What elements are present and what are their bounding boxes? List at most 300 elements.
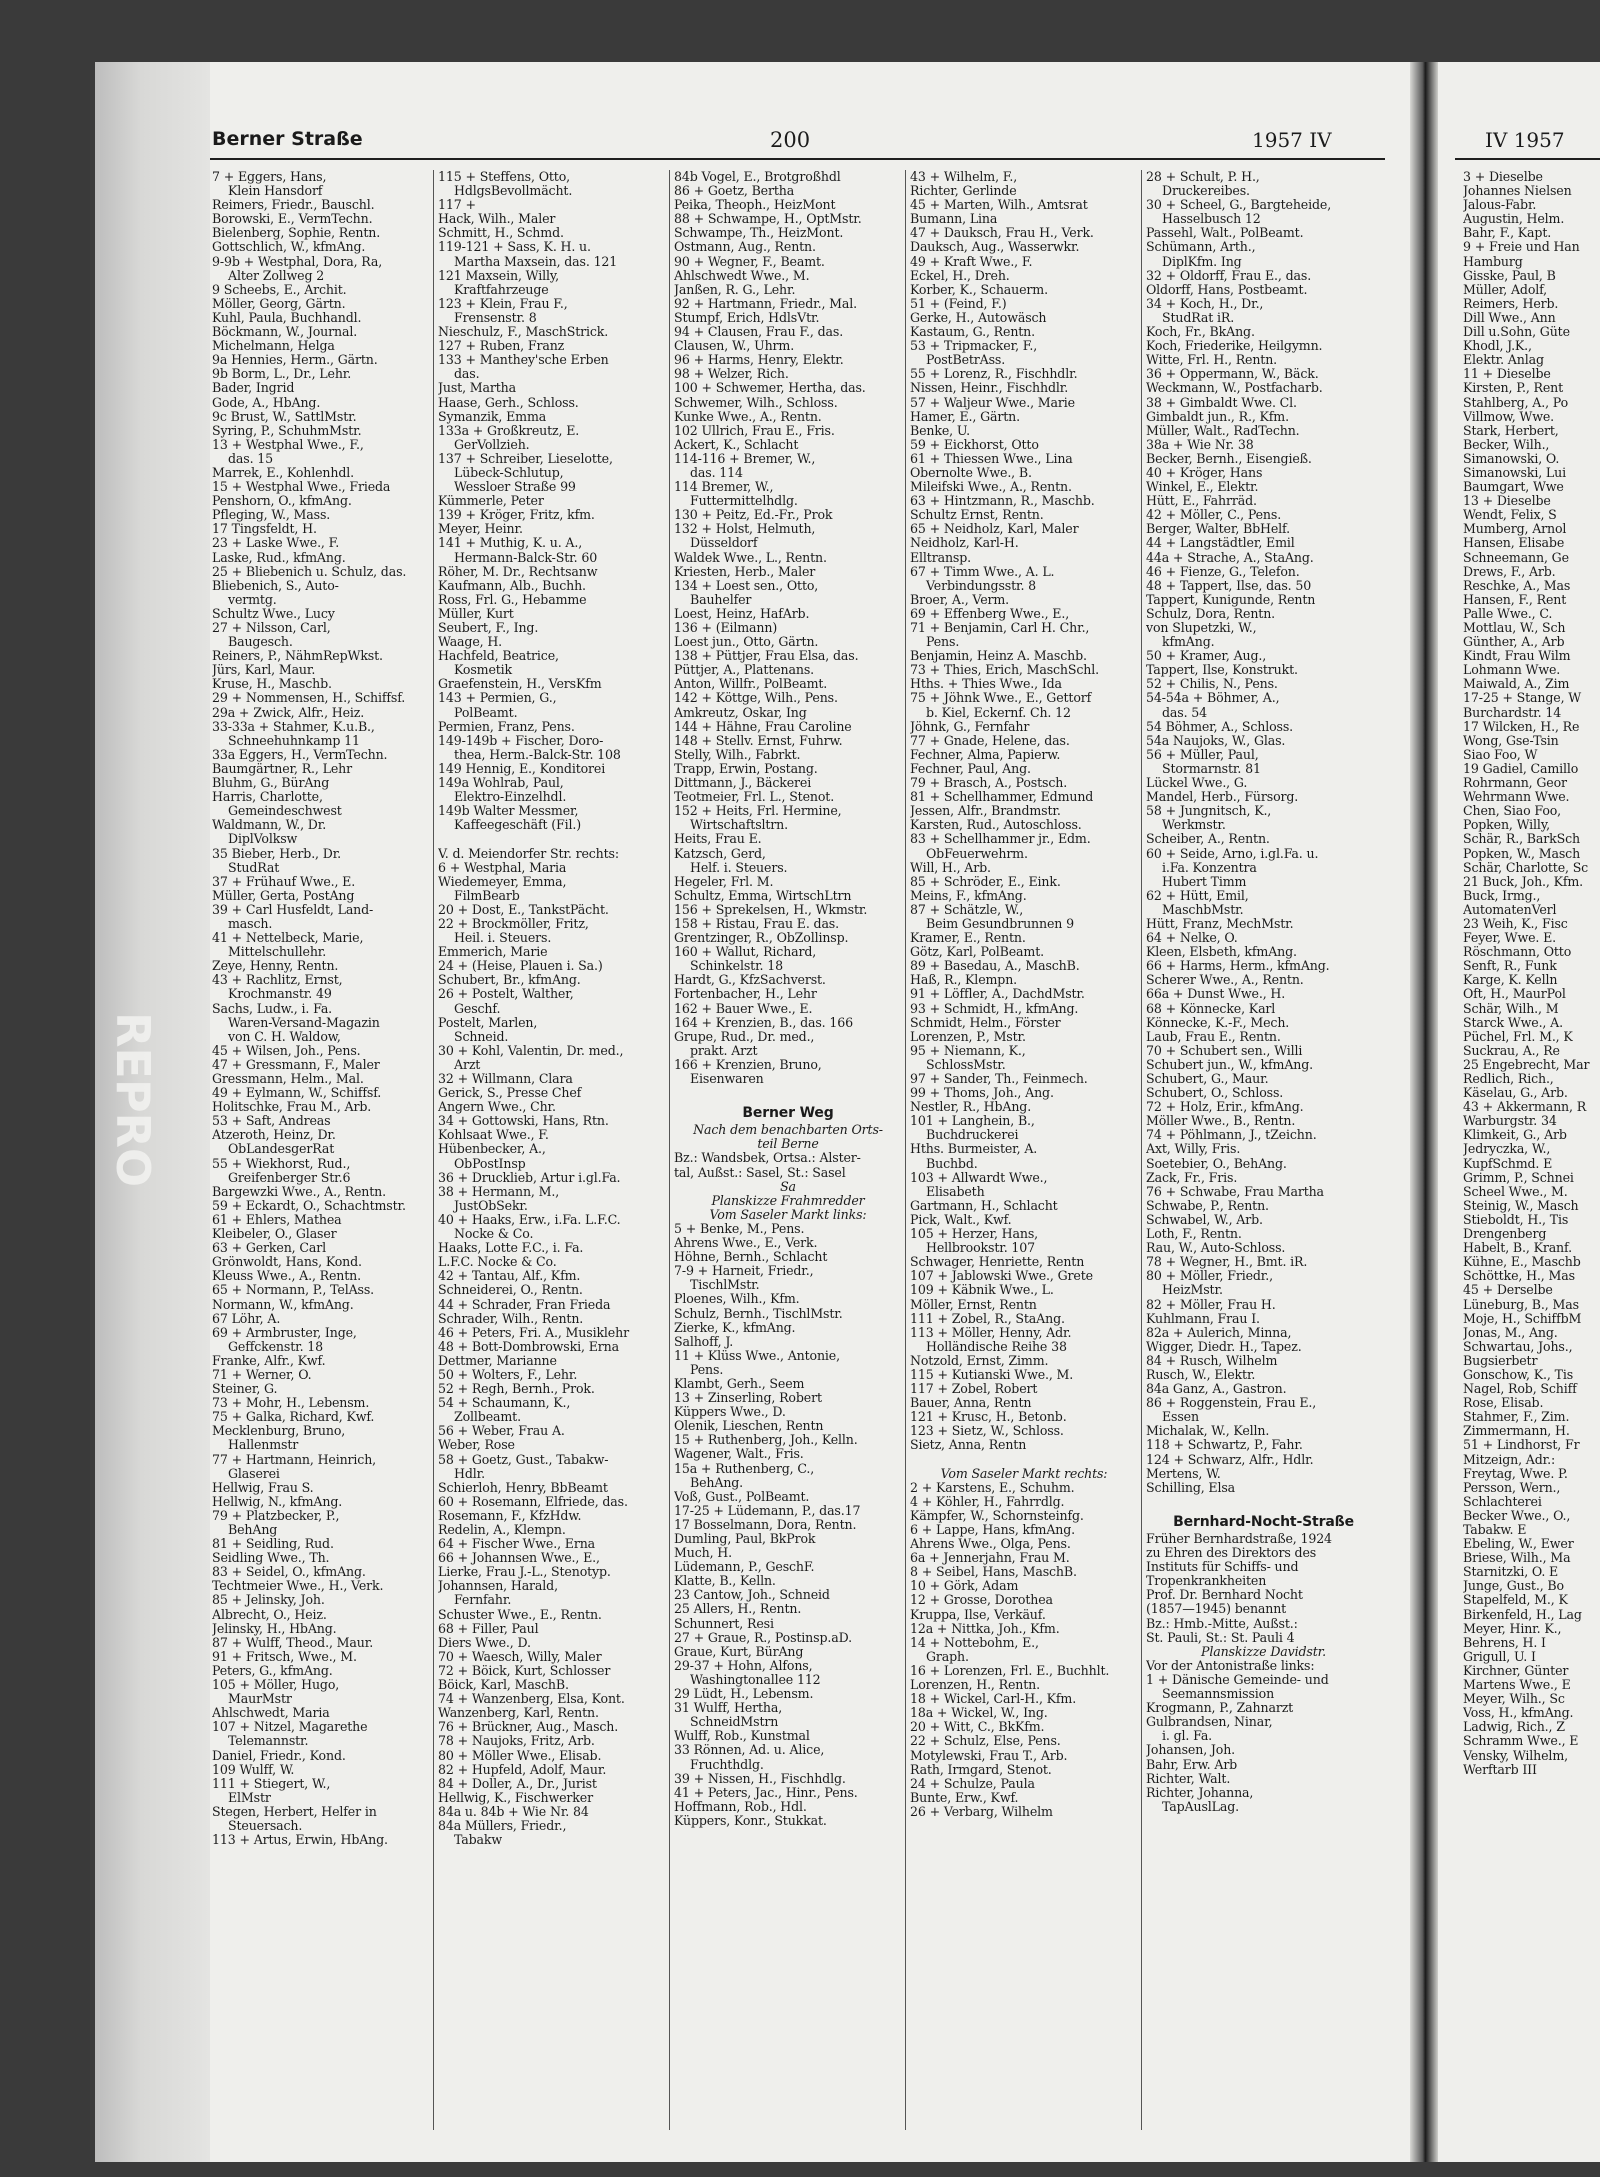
directory-entry: Gonschow, K., Tis bbox=[1463, 1366, 1574, 1382]
directory-entry: 136 + (Eilmann) bbox=[674, 620, 778, 635]
directory-entry: Mumberg, Arnol bbox=[1463, 521, 1567, 537]
directory-entry: Stark, Herbert, bbox=[1463, 422, 1559, 438]
directory-entry: Berger, Walter, BbHelf. bbox=[1146, 521, 1290, 537]
directory-entry: 41 + Nettelbeck, Marie, bbox=[212, 930, 364, 946]
directory-entry: Marrek, E., Kohlenhdl. bbox=[212, 464, 354, 480]
directory-entry: Müller, Walt., RadTechn. bbox=[1146, 422, 1300, 438]
directory-entry: Lorenzen, P., Mstr. bbox=[910, 1028, 1026, 1044]
directory-entry: Reschke, A., Mas bbox=[1463, 577, 1571, 593]
directory-entry: MaurMstr bbox=[228, 1691, 292, 1707]
directory-entry: 84b Vogel, E., Brotgroßhdl bbox=[674, 170, 841, 184]
directory-entry: Stahlberg, A., Po bbox=[1463, 394, 1569, 410]
directory-entry: Will, H., Arb. bbox=[910, 859, 991, 875]
directory-entry: tal, Außst.: Sasel, St.: Sasel bbox=[674, 1164, 846, 1180]
directory-entry: Symanzik, Emma bbox=[438, 408, 547, 424]
directory-entry: Jessen, Alfr., Brandmstr. bbox=[910, 803, 1061, 819]
directory-entry: Lierke, Frau J.-L., Stenotyp. bbox=[438, 1564, 611, 1580]
directory-entry: 40 + Haaks, Erw., i.Fa. L.F.C. bbox=[438, 1211, 621, 1227]
directory-entry: Käselau, G., Arb. bbox=[1463, 1085, 1568, 1101]
directory-entry: Baugesch. bbox=[228, 634, 293, 650]
directory-entry: Augustin, Helm. bbox=[1463, 211, 1565, 227]
directory-entry: 33-33a + Stahmer, K.u.B., bbox=[212, 718, 375, 734]
directory-entry: PostBetrAss. bbox=[926, 352, 1006, 368]
directory-entry: Futtermittelhdlg. bbox=[690, 493, 798, 509]
directory-entry: 70 + Schubert sen., Willi bbox=[1146, 1042, 1303, 1058]
directory-entry: St. Pauli, St.: St. Pauli 4 bbox=[1146, 1629, 1295, 1645]
directory-entry: 158 + Ristau, Frau E. das. bbox=[674, 915, 839, 931]
directory-entry: Hellbrookstr. 107 bbox=[926, 1240, 1036, 1256]
directory-entry: 36 + Drucklieb, Artur i.gl.Fa. bbox=[438, 1169, 621, 1185]
directory-entry: Junge, Gust., Bo bbox=[1463, 1578, 1564, 1594]
directory-entry: 45 + Wilsen, Joh., Pens. bbox=[212, 1042, 361, 1058]
directory-entry: 4 + Köhler, H., Fahrrdlg. bbox=[910, 1493, 1065, 1509]
directory-entry: 31 Wulff, Hertha, bbox=[674, 1700, 783, 1716]
directory-entry: 17 Bosselmann, Dora, Rentn. bbox=[674, 1516, 857, 1532]
directory-entry bbox=[674, 1086, 902, 1100]
directory-entry: Holitschke, Frau M., Arb. bbox=[212, 1099, 372, 1115]
directory-entry: Hansen, F., Rent bbox=[1463, 591, 1567, 607]
directory-entry: Könnecke, K.-F., Mech. bbox=[1146, 1014, 1290, 1030]
directory-entry: Jonas, M., Ang. bbox=[1463, 1324, 1558, 1340]
directory-entry: 86 + Goetz, Bertha bbox=[674, 183, 795, 199]
directory-entry: Ostmann, Aug., Rentn. bbox=[674, 239, 816, 255]
directory-entry: 15 + Westphal Wwe., Frieda bbox=[212, 479, 391, 495]
directory-entry: Laub, Frau E., Rentn. bbox=[1146, 1028, 1281, 1044]
directory-entry: Nocke & Co. bbox=[454, 1226, 534, 1242]
directory-entry: Gode, A., HbAng. bbox=[212, 394, 321, 410]
directory-entry: Katzsch, Gerd, bbox=[674, 845, 766, 861]
directory-entry: Jelinsky, H., HbAng. bbox=[212, 1620, 337, 1636]
directory-entry: Tropenkrankheiten bbox=[1146, 1573, 1267, 1589]
directory-entry: AutomatenVerl bbox=[1463, 901, 1557, 917]
directory-entry: Starck Wwe., A. bbox=[1463, 1014, 1563, 1030]
directory-entry: Schneemann, Ge bbox=[1463, 549, 1569, 565]
directory-entry: 35 Bieber, Herb., Dr. bbox=[212, 845, 342, 861]
directory-entry: 65 + Normann, P., TelAss. bbox=[212, 1282, 374, 1298]
directory-entry: 53 + Saft, Andreas bbox=[212, 1113, 331, 1129]
directory-entry: Dauksch, Aug., Wasserwkr. bbox=[910, 239, 1080, 255]
directory-entry: Gimbaldt jun., R., Kfm. bbox=[1146, 408, 1289, 424]
directory-entry: Hütt, Franz, MechMstr. bbox=[1146, 915, 1294, 931]
directory-entry: Geschf. bbox=[454, 1000, 501, 1016]
directory-entry: Dill Wwe., Ann bbox=[1463, 309, 1556, 325]
directory-entry: 134 + Loest sen., Otto, bbox=[674, 577, 819, 593]
directory-entry: Seemannsmission bbox=[1162, 1686, 1275, 1702]
directory-entry: Bugsierbetr bbox=[1463, 1352, 1538, 1368]
directory-entry: Axt, Willy, Fris. bbox=[1146, 1141, 1241, 1157]
directory-entry: 97 + Sander, Th., Feinmech. bbox=[910, 1071, 1088, 1086]
directory-entry: Becker, Wilh., bbox=[1463, 436, 1550, 452]
directory-entry: Hack, Wilh., Maler bbox=[438, 211, 556, 227]
directory-entry: Peika, Theoph., HeizMont bbox=[674, 197, 836, 213]
directory-entry: L.F.C. Nocke & Co. bbox=[438, 1254, 557, 1270]
directory-entry: Sa bbox=[780, 1178, 796, 1194]
directory-entry: Rose, Elisab. bbox=[1463, 1395, 1544, 1411]
directory-entry: Anton, Willfr., PolBeamt. bbox=[674, 676, 828, 692]
directory-entry: 138 + Püttjer, Frau Elsa, das. bbox=[674, 648, 859, 664]
directory-entry: 68 + Könnecke, Karl bbox=[1146, 1000, 1276, 1016]
directory-entry: 91 + Fritsch, Wwe., M. bbox=[212, 1648, 357, 1664]
directory-entry: Baumgärtner, R., Lehr bbox=[212, 760, 352, 776]
directory-entry: 24 + Schulze, Paula bbox=[910, 1775, 1035, 1791]
directory-entry: 80 + Möller, Friedr., bbox=[1146, 1268, 1274, 1284]
directory-entry: Schwabe, P., Rentn. bbox=[1146, 1197, 1269, 1213]
directory-entry: Stelly, Wilh., Fabrkt. bbox=[674, 746, 801, 762]
directory-entry: Hermann-Balck-Str. 60 bbox=[454, 549, 598, 565]
directory-entry: Kastaum, G., Rentn. bbox=[910, 324, 1035, 340]
directory-entry: Pfleging, W., Mass. bbox=[212, 507, 331, 523]
directory-entry: Teotmeier, Frl. L., Stenot. bbox=[674, 789, 835, 805]
directory-entry: 123 + Klein, Frau F., bbox=[438, 295, 568, 311]
directory-entry: 67 Löhr, A. bbox=[212, 1310, 281, 1326]
directory-entry: 86 + Roggenstein, Frau E., bbox=[1146, 1395, 1317, 1411]
directory-entry: Bader, Ingrid bbox=[212, 380, 295, 396]
directory-entry: Schubert, Br., kfmAng. bbox=[438, 972, 581, 988]
directory-entry: 23 Cantow, Joh., Schneid bbox=[674, 1587, 830, 1603]
directory-entry: 54 Böhmer, A., Schloss. bbox=[1146, 718, 1293, 734]
directory-entry: Bz.: Wandsbek, Ortsa.: Alster- bbox=[674, 1150, 861, 1166]
directory-entry: Schümann, Arth., bbox=[1146, 239, 1256, 255]
directory-entry: 92 + Hartmann, Friedr., Mal. bbox=[674, 295, 858, 311]
directory-entry: 65 + Neidholz, Karl, Maler bbox=[910, 521, 1079, 537]
directory-entry: Tappert, Ilse, Konstrukt. bbox=[1146, 662, 1298, 678]
directory-entry: 90 + Wegner, F., Beamt. bbox=[674, 253, 825, 269]
directory-entry: 83 + Schellhammer jr., Edm. bbox=[910, 831, 1091, 847]
directory-entry: b. Kiel, Eckernf. Ch. 12 bbox=[926, 704, 1071, 720]
directory-entry: Rau, W., Auto-Schloss. bbox=[1146, 1240, 1286, 1256]
directory-entry: 38 + Hermann, M., bbox=[438, 1183, 560, 1199]
directory-entry: Mitzeign, Adr.: bbox=[1463, 1451, 1556, 1467]
directory-entry: Franke, Alfr., Kwf. bbox=[212, 1352, 326, 1368]
directory-entry: Reiners, P., NähmRepWkst. bbox=[212, 648, 383, 664]
directory-entry: Benke, U. bbox=[910, 422, 971, 438]
directory-entry: Hths. + Thies Wwe., Ida bbox=[910, 676, 1062, 692]
directory-entry: 17-25 + Stange, W bbox=[1463, 690, 1582, 706]
directory-entry: Müller, Kurt bbox=[438, 605, 514, 621]
right-page-header: IV 1957 bbox=[1485, 128, 1565, 152]
directory-entry: ObPostInsp bbox=[454, 1155, 526, 1171]
directory-entry: 17 Wilcken, H., Re bbox=[1463, 718, 1580, 734]
directory-entry: 85 + Jelinsky, Joh. bbox=[212, 1592, 325, 1608]
directory-entry: 24 + (Heise, Plauen i. Sa.) bbox=[438, 958, 603, 974]
directory-entry: 113 + Artus, Erwin, HbAng. bbox=[212, 1832, 388, 1848]
directory-entry: Gerke, H., Autowäsch bbox=[910, 309, 1047, 325]
column-divider bbox=[905, 170, 906, 2130]
directory-entry: Kleen, Elsbeth, kfmAng. bbox=[1146, 944, 1297, 960]
directory-entry: 79 + Platzbecker, P., bbox=[212, 1507, 340, 1523]
directory-entry: 13 + Zinserling, Robert bbox=[674, 1390, 822, 1406]
directory-entry: Verbindungsstr. 8 bbox=[926, 577, 1037, 593]
directory-entry: 89 + Basedau, A., MaschB. bbox=[910, 958, 1080, 974]
directory-entry: 149b Walter Messmer, bbox=[438, 803, 579, 819]
directory-entry: Schneehuhnkamp 11 bbox=[228, 732, 360, 748]
directory-column-6 bbox=[1463, 170, 1600, 2130]
directory-entry: Schär, R., BarkSch bbox=[1463, 831, 1580, 847]
directory-entry: Villmow, Wwe. bbox=[1463, 408, 1555, 424]
directory-entry: Werftarb III bbox=[1463, 1761, 1537, 1777]
directory-entry: i. gl. Fa. bbox=[1162, 1728, 1213, 1744]
directory-entry: Diers Wwe., D. bbox=[438, 1634, 531, 1650]
directory-entry: Hachfeld, Beatrice, bbox=[438, 648, 559, 664]
directory-entry bbox=[438, 832, 666, 846]
directory-entry: 107 + Jablowski Wwe., Grete bbox=[910, 1268, 1093, 1284]
directory-entry: Tabakw bbox=[454, 1832, 503, 1848]
directory-entry: Tappert, Kunigunde, Rentn bbox=[1146, 591, 1316, 607]
directory-entry: 12 + Grosse, Dorothea bbox=[910, 1592, 1053, 1608]
directory-entry: 79 + Brasch, A., Postsch. bbox=[910, 775, 1068, 791]
directory-entry: 22 + Schulz, Else, Pens. bbox=[910, 1733, 1061, 1749]
directory-entry: 20 + Witt, C., BkKfm. bbox=[910, 1719, 1045, 1735]
directory-entry: 121 + Krusc, H., Betonb. bbox=[910, 1409, 1067, 1425]
directory-entry: Kümmerle, Peter bbox=[438, 493, 544, 509]
directory-entry: Kämpfer, W., Schornsteinfg. bbox=[910, 1507, 1084, 1523]
directory-entry: Angern Wwe., Chr. bbox=[438, 1099, 556, 1115]
directory-entry: Schwager, Henriette, Rentn bbox=[910, 1254, 1085, 1270]
directory-entry: Lübeck-Schlutup, bbox=[454, 464, 564, 480]
directory-entry: Hübenbecker, A., bbox=[438, 1141, 546, 1157]
directory-entry: 124 + Schwarz, Alfr., Hdlr. bbox=[1146, 1451, 1314, 1467]
directory-entry: 6a + Jennerjahn, Frau M. bbox=[910, 1550, 1070, 1566]
directory-entry: Arzt bbox=[454, 1056, 481, 1072]
directory-entry: Loest, Heinz, HafArb. bbox=[674, 605, 810, 621]
directory-entry: 59 + Eckardt, O., Schachtmstr. bbox=[212, 1197, 406, 1213]
directory-entry: 12a + Nittka, Joh., Kfm. bbox=[910, 1620, 1060, 1636]
directory-entry: 9 Scheebs, E., Archit. bbox=[212, 281, 347, 297]
directory-entry: Elltransp. bbox=[910, 549, 971, 565]
directory-entry: 113 + Möller, Henny, Adr. bbox=[910, 1324, 1072, 1340]
directory-entry: 103 + Allwardt Wwe., bbox=[910, 1169, 1048, 1185]
directory-entry: Schultz, Emma, WirtschLtrn bbox=[674, 887, 852, 903]
directory-entry: Jedryczka, W., bbox=[1463, 1141, 1551, 1157]
directory-entry: Gressmann, Helm., Mal. bbox=[212, 1071, 364, 1086]
directory-entry: kfmAng. bbox=[1162, 634, 1215, 650]
directory-entry: Hdlr. bbox=[454, 1465, 485, 1481]
directory-entry: Kunke Wwe., A., Rentn. bbox=[674, 408, 822, 424]
directory-entry: Johansen, Joh. bbox=[1146, 1742, 1236, 1758]
directory-entry: Rusch, W., Elektr. bbox=[1146, 1366, 1256, 1382]
directory-entry: 52 + Regh, Bernh., Prok. bbox=[438, 1381, 595, 1397]
directory-entry: 8 + Seibel, Hans, MaschB. bbox=[910, 1564, 1077, 1580]
directory-entry: Ackert, K., Schlacht bbox=[674, 436, 799, 452]
directory-entry: 51 + Lindhorst, Fr bbox=[1463, 1437, 1580, 1453]
directory-entry: ElMstr bbox=[228, 1789, 271, 1805]
directory-entry: 41 + Peters, Jac., Hinr., Pens. bbox=[674, 1784, 858, 1800]
directory-entry: Püttjer, A., Plattenans. bbox=[674, 662, 814, 678]
directory-entry: Buchdruckerei bbox=[926, 1127, 1019, 1143]
directory-entry: 81 + Schellhammer, Edmund bbox=[910, 789, 1094, 805]
directory-entry: Wessloer Straße 99 bbox=[454, 479, 576, 495]
directory-entry: 45 + Marten, Wilh., Amtsrat bbox=[910, 197, 1088, 213]
directory-entry: ObFeuerwehrm. bbox=[926, 845, 1028, 861]
directory-entry: 96 + Harms, Henry, Elektr. bbox=[674, 352, 844, 368]
directory-entry: Nieschulz, F., MaschStrick. bbox=[438, 324, 609, 340]
directory-entry: Kindt, Frau Wilm bbox=[1463, 648, 1571, 664]
directory-entry: 94 + Clausen, Frau F., das. bbox=[674, 324, 844, 340]
directory-column-4 bbox=[910, 170, 1138, 2130]
directory-entry: 162 + Bauer Wwe., E. bbox=[674, 1000, 813, 1016]
directory-entry: BehAng bbox=[228, 1522, 278, 1537]
directory-entry: Stumpf, Erich, HdlsVtr. bbox=[674, 309, 820, 325]
directory-entry: Graph. bbox=[926, 1648, 969, 1664]
directory-entry bbox=[1146, 1495, 1381, 1509]
directory-entry: Klimkeit, G., Arb bbox=[1463, 1127, 1567, 1143]
directory-entry: 74 + Wanzenberg, Elsa, Kont. bbox=[438, 1691, 625, 1707]
directory-entry: Vom Saseler Markt links: bbox=[709, 1206, 867, 1222]
right-header-rule bbox=[1455, 158, 1600, 160]
directory-entry: 80 + Möller Wwe., Elisab. bbox=[438, 1747, 602, 1763]
directory-entry: Möller Wwe., B., Rentn. bbox=[1146, 1113, 1296, 1129]
directory-entry: 58 + Jungnitsch, K., bbox=[1146, 803, 1272, 819]
directory-entry: Telemannstr. bbox=[228, 1733, 309, 1749]
directory-entry: Nissen, Heinr., Fischhdlr. bbox=[910, 380, 1069, 396]
directory-entry: Planskizze Davidstr. bbox=[1201, 1643, 1326, 1659]
directory-entry: 105 + Herzer, Hans, bbox=[910, 1226, 1039, 1242]
directory-entry: 72 + Böick, Kurt, Schlosser bbox=[438, 1662, 611, 1678]
directory-entry: Much, H. bbox=[674, 1545, 732, 1561]
directory-entry: Bielenberg, Sophie, Rentn. bbox=[212, 225, 381, 241]
directory-entry: 143 + Permien, G., bbox=[438, 690, 557, 706]
directory-entry: Hellwig, K., Fischwerker bbox=[438, 1789, 593, 1805]
directory-entry: 66 + Johannsen Wwe., E., bbox=[438, 1550, 600, 1566]
directory-entry: Elektr. Anlag bbox=[1463, 352, 1544, 368]
directory-entry: Bz.: Hmb.-Mitte, Außst.: bbox=[1146, 1615, 1298, 1631]
directory-entry: Trapp, Erwin, Postang. bbox=[674, 760, 818, 776]
directory-entry: 47 + Dauksch, Frau H., Verk. bbox=[910, 225, 1094, 241]
directory-entry: 88 + Schwampe, H., OptMstr. bbox=[674, 211, 862, 227]
directory-entry: Fechner, Alma, Papierw. bbox=[910, 746, 1061, 762]
directory-entry: Instituts für Schiffs- und bbox=[1146, 1559, 1299, 1575]
directory-entry: 33 Rönnen, Ad. u. Alice, bbox=[674, 1742, 825, 1758]
directory-entry: 132 + Holst, Helmuth, bbox=[674, 521, 816, 537]
directory-entry: Werkmstr. bbox=[1162, 817, 1226, 833]
directory-entry: GerVollzieh. bbox=[454, 436, 530, 452]
directory-entry: Schunnert, Resi bbox=[674, 1615, 774, 1631]
directory-entry: Richter, Gerlinde bbox=[910, 183, 1017, 199]
directory-entry: 10 + Görk, Adam bbox=[910, 1578, 1019, 1594]
directory-entry: Haaks, Lotte F.C., i. Fa. bbox=[438, 1240, 584, 1256]
directory-entry: Lüneburg, B., Mas bbox=[1463, 1296, 1579, 1312]
directory-entry: Bumann, Lina bbox=[910, 211, 998, 227]
directory-entry: Mileifski Wwe., A., Rentn. bbox=[910, 479, 1072, 495]
directory-entry: 54-54a + Böhmer, A., bbox=[1146, 690, 1280, 706]
directory-entry: 32 + Oldorff, Frau E., das. bbox=[1146, 267, 1312, 283]
directory-column-3 bbox=[674, 170, 902, 2130]
directory-entry: Schär, Wilh., M bbox=[1463, 1000, 1559, 1016]
directory-entry: Beim Gesundbrunnen 9 bbox=[926, 915, 1074, 931]
directory-entry: Behrens, H. I bbox=[1463, 1634, 1546, 1650]
directory-entry: Krogmann, P., Zahnarzt bbox=[1146, 1700, 1294, 1716]
directory-entry: Loest jun., Otto, Gärtn. bbox=[674, 634, 819, 650]
directory-entry: 100 + Schwemer, Hertha, das. bbox=[674, 380, 866, 396]
directory-entry: Steinig, W., Masch bbox=[1463, 1197, 1579, 1213]
directory-entry: Mecklenburg, Bruno, bbox=[212, 1423, 346, 1439]
directory-entry: Moje, H., SchiffbM bbox=[1463, 1310, 1582, 1326]
directory-entry: 69 + Armbruster, Inge, bbox=[212, 1324, 357, 1340]
directory-entry: 17-25 + Lüdemann, P., das.17 bbox=[674, 1502, 861, 1518]
directory-entry: 55 + Wiekhorst, Rud., bbox=[212, 1155, 351, 1171]
directory-entry: Schmitt, H., Schmd. bbox=[438, 225, 564, 241]
directory-entry: 84a Ganz, A., Gastron. bbox=[1146, 1381, 1287, 1397]
directory-entry: Karge, K. Kelln bbox=[1463, 972, 1558, 988]
directory-entry: Korber, K., Schauerm. bbox=[910, 281, 1048, 297]
directory-entry: 13 + Dieselbe bbox=[1463, 493, 1551, 509]
directory-entry: 71 + Benjamin, Carl H. Chr., bbox=[910, 620, 1090, 635]
directory-entry: 29-37 + Hohn, Alfons, bbox=[674, 1657, 813, 1673]
directory-entry: Schulz, Bernh., TischlMstr. bbox=[674, 1305, 843, 1321]
directory-entry: 81 + Seidling, Rud. bbox=[212, 1536, 334, 1552]
directory-entry: Gulbrandsen, Ninar, bbox=[1146, 1714, 1273, 1730]
year-volume: 1957 IV bbox=[1252, 128, 1332, 152]
directory-entry: Lüdemann, P., GeschF. bbox=[674, 1559, 815, 1575]
directory-entry: Warburgstr. 34 bbox=[1463, 1113, 1557, 1129]
directory-entry: 27 + Nilsson, Carl, bbox=[212, 620, 331, 635]
directory-entry: Rohrmann, Geor bbox=[1463, 775, 1567, 791]
directory-entry: Krochmanstr. 49 bbox=[228, 986, 332, 1002]
directory-entry: Bauer, Anna, Rentn bbox=[910, 1395, 1032, 1411]
directory-entry: 11 + Klüss Wwe., Antonie, bbox=[674, 1347, 840, 1363]
directory-entry: 149-149b + Fischer, Doro- bbox=[438, 732, 604, 748]
directory-entry: 40 + Kröger, Hans bbox=[1146, 464, 1263, 480]
directory-entry: Motylewski, Frau T., Arb. bbox=[910, 1747, 1068, 1763]
directory-entry: 15 + Ruthenberg, Joh., Kelln. bbox=[674, 1432, 858, 1448]
directory-entry: 117 + bbox=[438, 197, 476, 213]
watermark-stamp: REPRO bbox=[106, 1012, 160, 1188]
directory-entry: Bargewzki Wwe., A., Rentn. bbox=[212, 1183, 386, 1199]
directory-entry: Siao Foo, W bbox=[1463, 746, 1538, 762]
directory-entry: vermtg. bbox=[228, 591, 277, 607]
directory-entry: Gemeindeschwest bbox=[228, 803, 342, 819]
directory-entry: Baumgart, Wwe bbox=[1463, 479, 1564, 495]
directory-entry: Graue, Kurt, BürAng bbox=[674, 1643, 804, 1659]
section-heading: Bernhard-Nocht-Straße bbox=[1173, 1513, 1354, 1530]
directory-entry: Reimers, Herb. bbox=[1463, 295, 1559, 311]
directory-entry: Voß, Gust., PolBeamt. bbox=[674, 1488, 810, 1504]
directory-entry: Mottlau, W., Sch bbox=[1463, 620, 1566, 635]
directory-entry: Koch, Fr., BkAng. bbox=[1146, 324, 1255, 340]
directory-entry: Zierke, K., kfmAng. bbox=[674, 1319, 796, 1335]
directory-entry: Persson, Wern., bbox=[1463, 1479, 1561, 1495]
directory-entry: 130 + Peitz, Ed.-Fr., Prok bbox=[674, 507, 833, 523]
directory-entry: 36 + Oppermann, W., Bäck. bbox=[1146, 366, 1319, 382]
directory-entry: 64 + Fischer Wwe., Erna bbox=[438, 1536, 596, 1552]
directory-entry: TischlMstr. bbox=[690, 1277, 760, 1293]
directory-entry: SchlossMstr. bbox=[926, 1056, 1006, 1072]
directory-entry: Klein Hansdorf bbox=[228, 183, 323, 199]
directory-entry: Hellwig, N., kfmAng. bbox=[212, 1493, 343, 1509]
directory-entry: Mandel, Herb., Fürsorg. bbox=[1146, 789, 1299, 805]
directory-entry: 84a Müllers, Friedr., bbox=[438, 1817, 567, 1833]
directory-entry: Müller, Adolf, bbox=[1463, 281, 1548, 297]
directory-entry: 48 + Tappert, Ilse, das. 50 bbox=[1146, 577, 1312, 593]
directory-entry: 139 + Kröger, Fritz, kfm. bbox=[438, 507, 595, 523]
directory-entry: Schubert, G., Maur. bbox=[1146, 1071, 1269, 1086]
directory-entry: Hths. Burmeister, A. bbox=[910, 1141, 1038, 1157]
directory-entry: 1 + Dänische Gemeinde- und bbox=[1146, 1671, 1329, 1687]
directory-entry: Wendt, Felix, S bbox=[1463, 507, 1557, 523]
directory-entry: Schneiderei, O., Rentn. bbox=[438, 1282, 583, 1298]
directory-entry: 101 + Langhein, B., bbox=[910, 1113, 1035, 1129]
directory-entry: Permien, Franz, Pens. bbox=[438, 718, 575, 734]
directory-entry: Graefenstein, H., VersKfm bbox=[438, 676, 602, 692]
directory-entry: Wigger, Diedr. H., Tapez. bbox=[1146, 1338, 1302, 1354]
directory-entry: Scheiber, A., Rentn. bbox=[1146, 831, 1270, 847]
directory-entry: SchneidMstrn bbox=[690, 1714, 779, 1730]
directory-entry: Richter, Johanna, bbox=[1146, 1784, 1254, 1800]
directory-entry: Senft, R., Funk bbox=[1463, 958, 1557, 974]
directory-entry: 17 Tingsfeldt, H. bbox=[212, 521, 317, 537]
directory-entry: Gerick, S., Presse Chef bbox=[438, 1085, 582, 1101]
directory-entry: Dumling, Paul, BkProk bbox=[674, 1531, 816, 1546]
